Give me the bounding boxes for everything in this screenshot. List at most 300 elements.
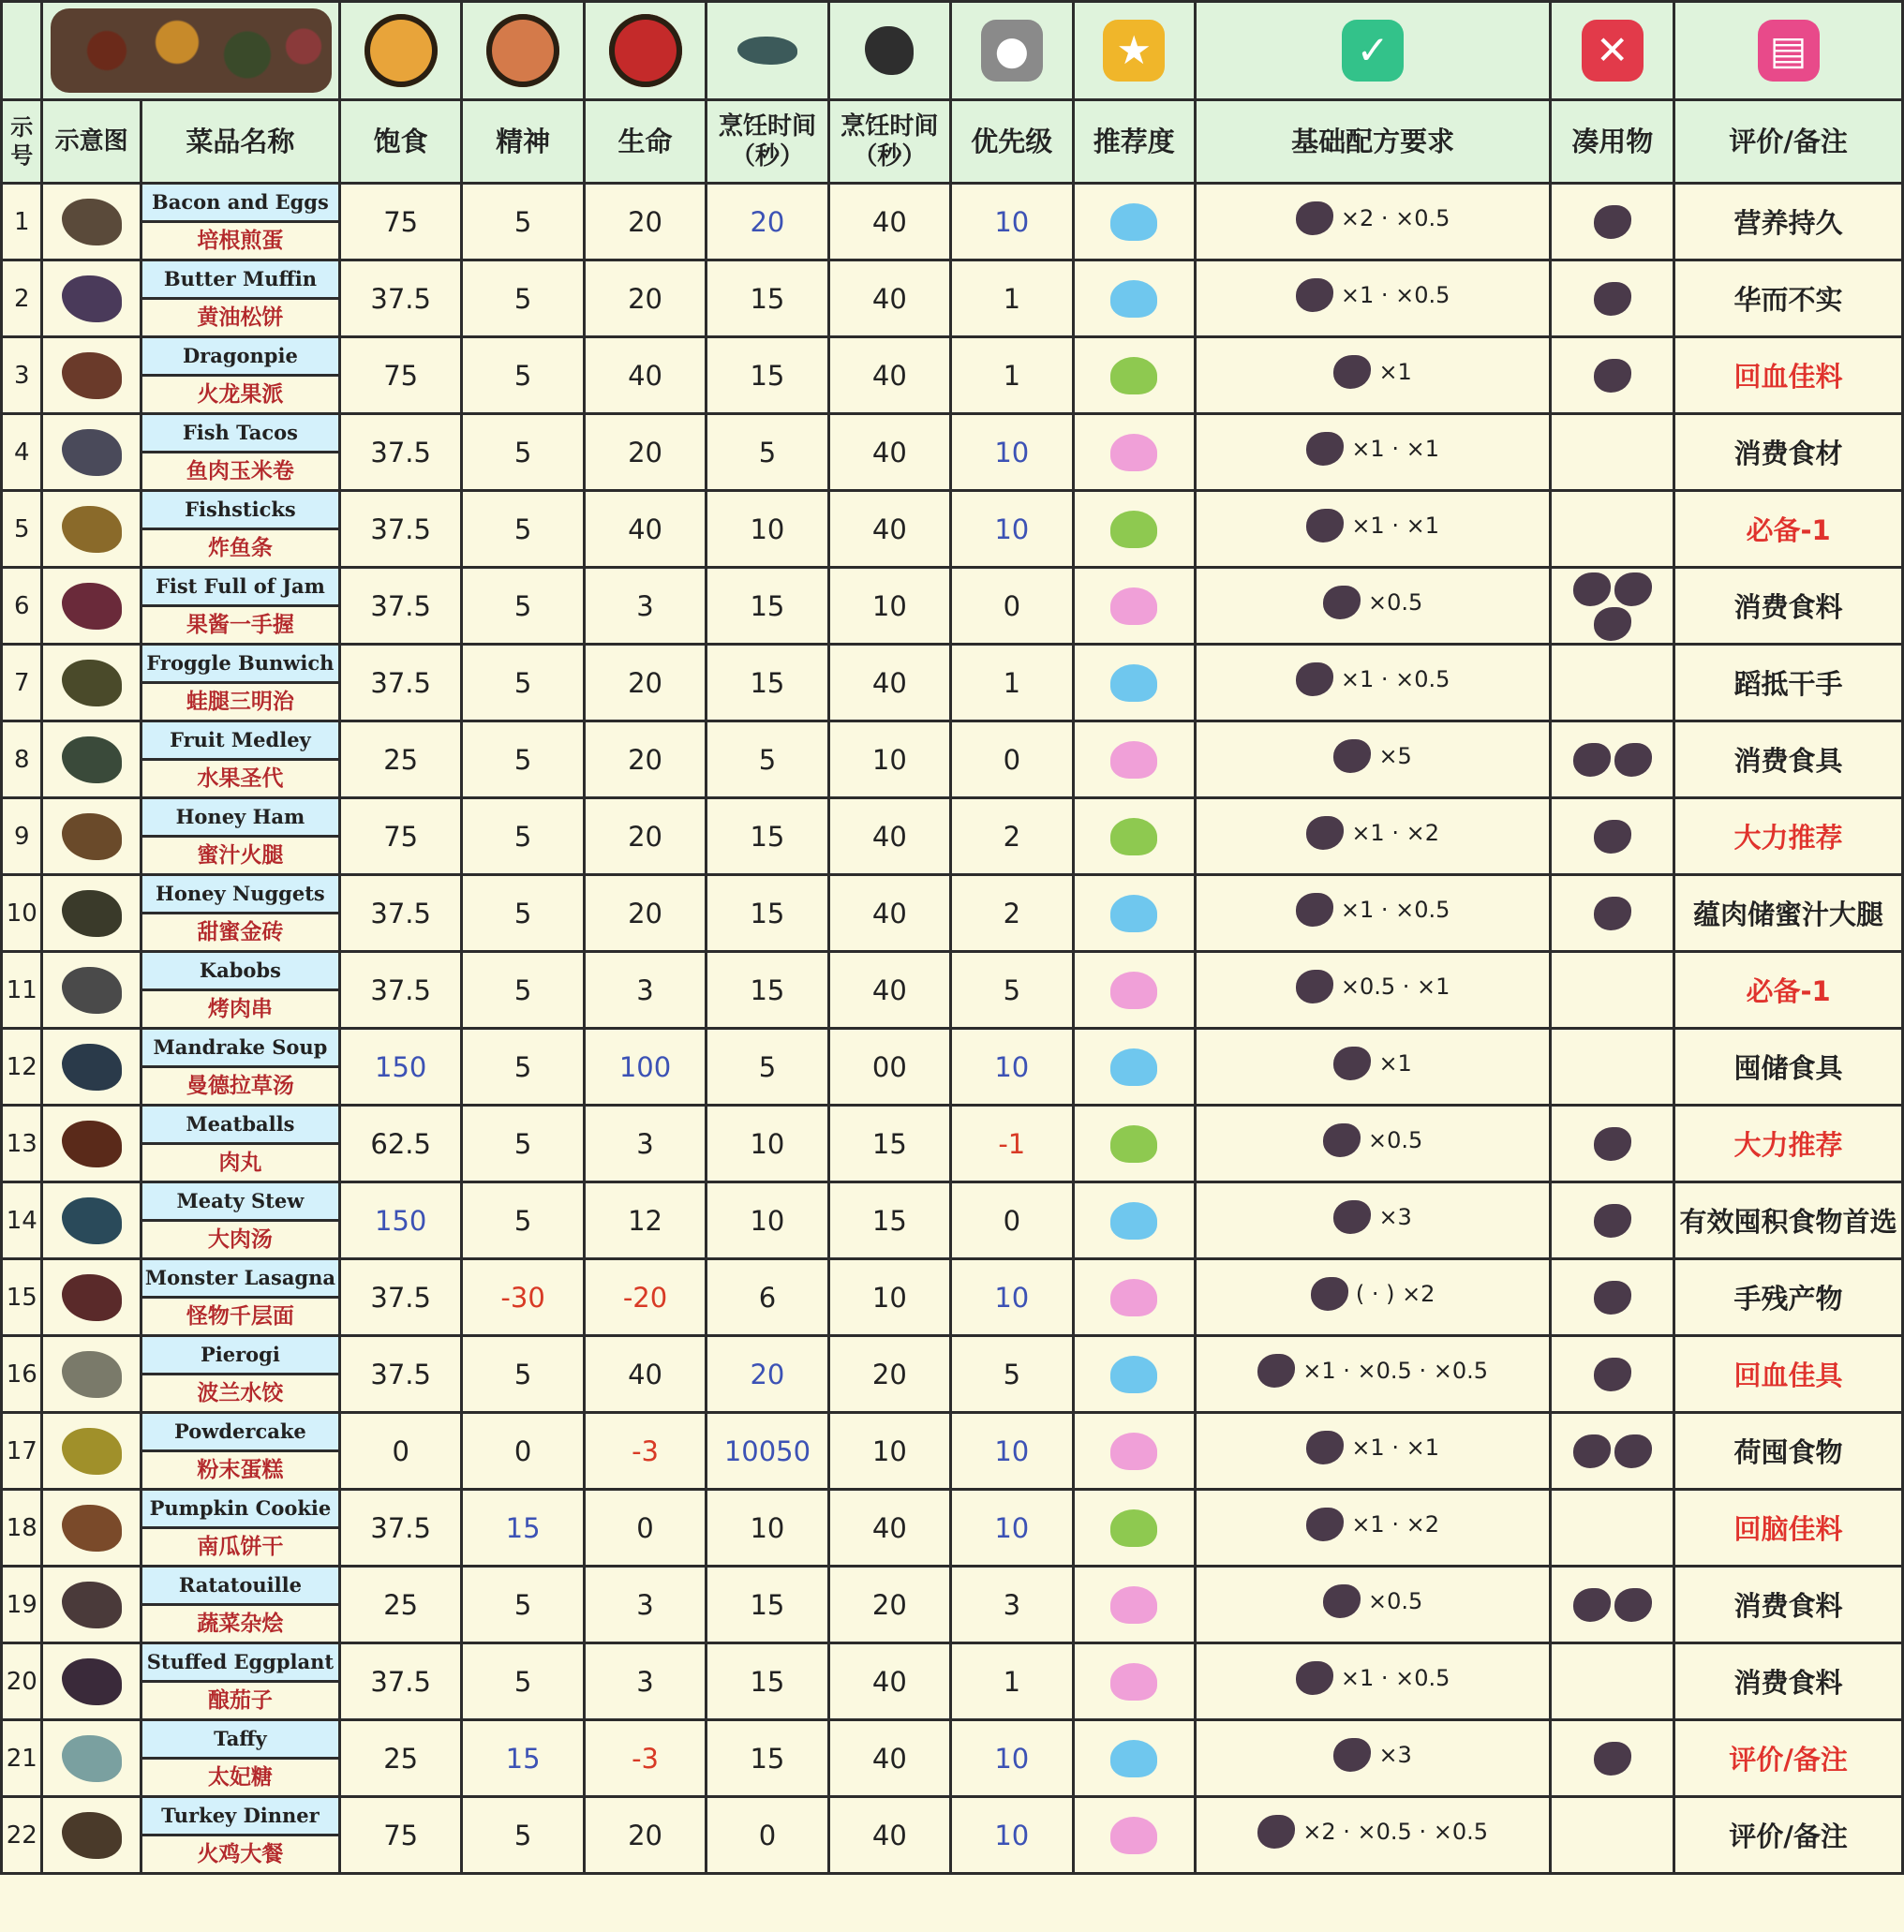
recipe-multipliers: ×1 · ×1 [1351,513,1439,539]
dish-name-en: Froggle Bunwich [142,646,338,684]
priority-value: 1 [951,1643,1073,1720]
dish-name-en: Taffy [142,1721,338,1760]
priority-value: 0 [951,721,1073,798]
recipe-multipliers: ×5 [1378,743,1412,769]
filler-cell [1551,1720,1674,1797]
cook-time-1-value: 6 [707,1259,828,1336]
dish-name-en: Honey Ham [142,799,338,838]
sanity-value: 5 [462,1336,584,1413]
header-pic: 示意图 [42,100,141,184]
recipe-multipliers: ×1 · ×2 [1351,820,1439,846]
row-number: 14 [2,1182,42,1259]
dish-icon [62,583,122,630]
recommend-rating [1073,1797,1195,1874]
filler-ingredient-icon [1594,820,1631,854]
dish-picture [42,491,141,568]
notepad-icon: ▤ [1758,20,1820,82]
dish-name-cell [141,1182,339,1259]
cook-time-2-value: 15 [828,1182,950,1259]
dish-picture [42,875,141,952]
dish-name-en: Fruit Medley [142,722,338,761]
priority-value: 1 [951,645,1073,721]
row-number: 8 [2,721,42,798]
rating-ghost-icon [1110,280,1157,318]
table-row [2,184,1903,260]
dish-name-cell [141,1643,339,1720]
filler-ingredient-icon [1594,607,1631,641]
dish-picture [42,260,141,337]
priority-value: 0 [951,568,1073,645]
cook-time-1-value: 15 [707,1567,828,1643]
dish-name-zh: 粉末蛋糕 [197,1458,284,1482]
health-value: 20 [584,645,706,721]
hunger-value: 37.5 [339,645,461,721]
recommend-rating [1073,414,1195,491]
header-recommend: 推荐度 [1073,100,1195,184]
header-sanity: 精神 [462,100,584,184]
sanity-value: 5 [462,1182,584,1259]
dish-name-cell [141,1106,339,1182]
row-number: 22 [2,1797,42,1874]
row-number: 12 [2,1029,42,1106]
rating-ghost-icon [1110,972,1157,1009]
cook-time-1-value: 15 [707,875,828,952]
dish-name-en: Pierogi [142,1337,338,1375]
health-value: -20 [584,1259,706,1336]
ingredient-icon [1296,201,1333,235]
dish-name-zh: 培根煎蛋 [197,229,284,253]
table-row [2,414,1903,491]
note-text: 蕴肉储蜜汁大腿 [1674,875,1903,952]
star-icon: ★ [1103,20,1165,82]
recommend-rating [1073,1182,1195,1259]
ingredient-icon [1333,1200,1371,1234]
dish-name-en: Ratatouille [142,1568,338,1606]
dish-name-zh: 曼德拉草汤 [186,1074,294,1098]
sanity-value: 5 [462,721,584,798]
recommend-rating [1073,1106,1195,1182]
rating-ghost-icon [1110,1356,1157,1393]
dish-name-zh: 火鸡大餐 [197,1842,284,1866]
recommend-rating [1073,875,1195,952]
recipe-cell [1195,184,1550,260]
row-number: 7 [2,645,42,721]
row-number: 10 [2,875,42,952]
cook-time-2-value: 40 [828,1490,950,1567]
stomach-icon [364,14,438,87]
dish-name-cell [141,1259,339,1336]
cook-time-1-value: 5 [707,414,828,491]
table-row [2,260,1903,337]
dish-picture [42,1490,141,1567]
header-name: 菜品名称 [141,100,339,184]
hunger-value: 0 [339,1413,461,1490]
note-text: 营养持久 [1674,184,1903,260]
cook-time-1-value: 15 [707,645,828,721]
row-number: 16 [2,1336,42,1413]
filler-cell [1551,568,1674,645]
cook-time-1-value: 15 [707,1643,828,1720]
recipe-multipliers: ×1 [1378,1050,1412,1077]
dish-name-en: Mandrake Soup [142,1030,338,1068]
sanity-value: 0 [462,1413,584,1490]
ingredient-icon [1333,739,1371,773]
dish-name-cell [141,952,339,1029]
sanity-value: 15 [462,1490,584,1567]
grass-mound-icon [737,37,797,65]
brain-icon [486,14,559,87]
health-value: 3 [584,1567,706,1643]
cook-time-2-value: 10 [828,1413,950,1490]
table-row [2,645,1903,721]
row-number: 9 [2,798,42,875]
table-row [2,1106,1903,1182]
recipe-cell [1195,260,1550,337]
note-text: 荷囤食物 [1674,1413,1903,1490]
recipe-multipliers: ×0.5 [1368,1588,1423,1614]
dish-name-en: Fishsticks [142,492,338,530]
recommend-rating [1073,260,1195,337]
row-number: 11 [2,952,42,1029]
dish-name-cell [141,1797,339,1874]
dish-icon [62,967,122,1014]
health-value: 20 [584,414,706,491]
health-value: 100 [584,1029,706,1106]
priority-value: 10 [951,1259,1073,1336]
dish-name-zh: 水果圣代 [197,766,284,791]
note-text: 囤储食具 [1674,1029,1903,1106]
cook-time-2-value: 40 [828,798,950,875]
sanity-value: 5 [462,1106,584,1182]
hunger-value: 75 [339,1797,461,1874]
dish-picture [42,645,141,721]
dish-icon [62,1428,122,1475]
dish-name-cell [141,1567,339,1643]
ingredient-icon [1306,509,1344,542]
row-number: 13 [2,1106,42,1182]
priority-value: 1 [951,337,1073,414]
dish-picture [42,1182,141,1259]
health-value: 3 [584,952,706,1029]
table-row [2,1182,1903,1259]
health-value: -3 [584,1720,706,1797]
row-number: 20 [2,1643,42,1720]
filler-cell [1551,721,1674,798]
dish-name-en: Fist Full of Jam [142,569,338,607]
dish-name-cell [141,1336,339,1413]
filler-cell [1551,1106,1674,1182]
dish-name-zh: 南瓜饼干 [197,1535,284,1559]
dish-icon [62,275,122,322]
dish-picture [42,414,141,491]
recommend-rating [1073,1720,1195,1797]
cook-time-1-value: 15 [707,568,828,645]
dish-name-zh: 鱼肉玉米卷 [186,459,294,483]
recipe-icon-cell [1195,2,1550,100]
health-value: 40 [584,491,706,568]
cook-time-1-value: 15 [707,1720,828,1797]
cook-time-2-value: 40 [828,645,950,721]
cook-time-1-value: 15 [707,260,828,337]
health-value: 20 [584,260,706,337]
dish-name-en: Dragonpie [142,338,338,377]
hunger-value: 25 [339,721,461,798]
table-row [2,1797,1903,1874]
priority-value: 10 [951,1029,1073,1106]
dish-name-cell [141,1720,339,1797]
sanity-value: 5 [462,1643,584,1720]
cook-time-2-value: 20 [828,1336,950,1413]
recommend-rating [1073,337,1195,414]
table-row [2,1413,1903,1490]
table-row [2,1567,1903,1643]
dish-name-cell [141,721,339,798]
cook2-icon-cell [828,2,950,100]
cook-time-2-value: 10 [828,1259,950,1336]
hunger-value: 37.5 [339,260,461,337]
note-text: 回血佳料 [1674,337,1903,414]
hunger-value: 150 [339,1029,461,1106]
lock-icon: ● [981,20,1043,82]
cook-time-2-value: 40 [828,1797,950,1874]
hunger-value: 37.5 [339,568,461,645]
ingredient-icon [1323,586,1361,619]
recipe-cell [1195,1106,1550,1182]
dish-name-cell [141,491,339,568]
ingredient-icon [1296,278,1333,312]
dish-name-zh: 波兰水饺 [197,1381,284,1405]
row-number: 2 [2,260,42,337]
recipe-multipliers: ×1 · ×0.5 · ×0.5 [1302,1358,1488,1384]
header-cook-time-1: 烹饪时间（秒） [707,100,828,184]
cook-time-1-value: 10 [707,491,828,568]
filler-cell [1551,1336,1674,1413]
table-row [2,491,1903,568]
table-row [2,1029,1903,1106]
cook1-icon-cell [707,2,828,100]
dish-icon [62,1197,122,1244]
priority-value: 2 [951,875,1073,952]
health-value: 3 [584,1643,706,1720]
dish-picture [42,1106,141,1182]
recommend-rating [1073,1259,1195,1336]
header-no: 示 号 [2,100,42,184]
priority-icon-cell [951,2,1073,100]
recipe-multipliers: ×1 · ×2 [1351,1511,1439,1538]
dish-icon [62,1044,122,1091]
filler-cell [1551,260,1674,337]
health-value: 20 [584,721,706,798]
filler-cell [1551,491,1674,568]
table-row [2,1336,1903,1413]
recommend-rating [1073,1029,1195,1106]
rating-ghost-icon [1110,1433,1157,1470]
row-number: 5 [2,491,42,568]
ingredient-icon [1306,1508,1344,1541]
heart-icon [609,14,682,87]
cook-time-1-value: 15 [707,798,828,875]
dish-name-zh: 太妃糖 [207,1765,273,1790]
dish-name-cell [141,260,339,337]
dish-picture [42,798,141,875]
sanity-value: 5 [462,952,584,1029]
ingredient-icon [1306,1431,1344,1464]
rating-ghost-icon [1110,818,1157,855]
rating-ghost-icon [1110,1663,1157,1701]
dish-name-en: Meatballs [142,1107,338,1145]
recommend-rating [1073,1490,1195,1567]
cook-time-2-value: 10 [828,568,950,645]
filler-ingredient-icon [1573,572,1611,606]
priority-value: 1 [951,260,1073,337]
health-value: 3 [584,568,706,645]
hunger-value: 25 [339,1720,461,1797]
dish-icon [62,1505,122,1552]
cook-time-2-value: 15 [828,1106,950,1182]
note-text: 消费食具 [1674,721,1903,798]
hunger-value: 37.5 [339,1259,461,1336]
sanity-value: 5 [462,184,584,260]
row-number: 19 [2,1567,42,1643]
rating-ghost-icon [1110,434,1157,471]
recipe-multipliers: ×1 · ×1 [1351,436,1439,462]
ingredient-icon [1333,1047,1371,1080]
cook-time-2-value: 40 [828,414,950,491]
cook-time-1-value: 10 [707,1106,828,1182]
dish-name-en: Stuffed Eggplant [142,1644,338,1683]
filler-cell [1551,1029,1674,1106]
recipe-cell [1195,952,1550,1029]
banner-cell [42,2,340,100]
recipe-cell [1195,798,1550,875]
cook-time-1-value: 10050 [707,1413,828,1490]
sanity-value: -30 [462,1259,584,1336]
priority-value: 5 [951,1336,1073,1413]
recipe-cell [1195,1182,1550,1259]
sanity-value: 5 [462,414,584,491]
dish-name-cell [141,645,339,721]
sanity-icon-cell [462,2,584,100]
priority-value: 10 [951,1720,1073,1797]
rating-ghost-icon [1110,741,1157,779]
dish-picture [42,1567,141,1643]
dish-name-cell [141,1490,339,1567]
ingredient-icon [1333,355,1371,389]
recipe-multipliers: ×1 [1378,359,1412,385]
dish-name-en: Pumpkin Cookie [142,1491,338,1529]
recommend-rating [1073,568,1195,645]
sanity-value: 5 [462,260,584,337]
dish-name-zh: 酿茄子 [207,1688,273,1713]
dish-name-en: Butter Muffin [142,261,338,300]
header-cook-time-2: 烹饪时间（秒） [828,100,950,184]
priority-value: 0 [951,1182,1073,1259]
recommend-rating [1073,1643,1195,1720]
filler-cell [1551,1413,1674,1490]
recommend-rating [1073,1567,1195,1643]
cook-time-2-value: 40 [828,260,950,337]
recommend-rating [1073,1413,1195,1490]
health-value: 20 [584,1797,706,1874]
dish-picture [42,568,141,645]
table-row [2,1490,1903,1567]
filler-ingredient-icon [1594,359,1631,393]
row-number: 17 [2,1413,42,1490]
filler-ingredient-icon [1594,1742,1631,1776]
dish-icon [62,1735,122,1782]
sanity-value: 5 [462,798,584,875]
note-text: 华而不实 [1674,260,1903,337]
dish-name-en: Monster Lasagna [142,1260,338,1299]
dish-icon [62,352,122,399]
row-number: 4 [2,414,42,491]
dish-picture [42,1413,141,1490]
dish-name-cell [141,414,339,491]
dish-name-cell [141,184,339,260]
dish-icon [62,660,122,706]
cook-time-1-value: 15 [707,337,828,414]
priority-value: -1 [951,1106,1073,1182]
header-filler: 凑用物 [1551,100,1674,184]
sanity-value: 5 [462,337,584,414]
recipe-cell [1195,568,1550,645]
filler-ingredient-icon [1594,1204,1631,1238]
dish-icon [62,1274,122,1321]
sanity-value: 5 [462,568,584,645]
filler-ingredient-icon [1594,1127,1631,1161]
text-header-row [2,100,1903,184]
filler-cell [1551,1490,1674,1567]
dish-icon [62,1121,122,1167]
note-text: 评价/备注 [1674,1720,1903,1797]
hunger-value: 37.5 [339,491,461,568]
filler-ingredient-icon [1573,743,1611,777]
recipe-multipliers: ×3 [1378,1742,1412,1768]
row-number: 18 [2,1490,42,1567]
filler-ingredient-icon [1573,1434,1611,1468]
dish-name-cell [141,875,339,952]
rating-ghost-icon [1110,357,1157,394]
note-text: 回脑佳料 [1674,1490,1903,1567]
recipe-multipliers: ×0.5 [1368,589,1423,616]
health-value: -3 [584,1413,706,1490]
recipe-cell [1195,1490,1550,1567]
health-value: 40 [584,337,706,414]
health-value: 0 [584,1490,706,1567]
cook-time-1-value: 0 [707,1797,828,1874]
priority-value: 10 [951,1413,1073,1490]
row-number: 15 [2,1259,42,1336]
filler-ingredient-icon [1614,1588,1652,1622]
note-text: 蹈抵干手 [1674,645,1903,721]
recipe-cell [1195,875,1550,952]
filler-ingredient-icon [1594,1281,1631,1315]
cook-time-2-value: 20 [828,1567,950,1643]
rating-ghost-icon [1110,1202,1157,1240]
ingredient-icon [1311,1277,1348,1311]
priority-value: 10 [951,414,1073,491]
cook-time-2-value: 40 [828,337,950,414]
note-text: 消费食材 [1674,414,1903,491]
priority-value: 10 [951,491,1073,568]
cook-time-1-value: 15 [707,952,828,1029]
recommend-rating [1073,645,1195,721]
dish-name-zh: 烤肉串 [207,997,273,1021]
dish-icon [62,429,122,476]
hunger-value: 75 [339,184,461,260]
dish-name-zh: 炸鱼条 [207,536,273,560]
sanity-value: 5 [462,645,584,721]
